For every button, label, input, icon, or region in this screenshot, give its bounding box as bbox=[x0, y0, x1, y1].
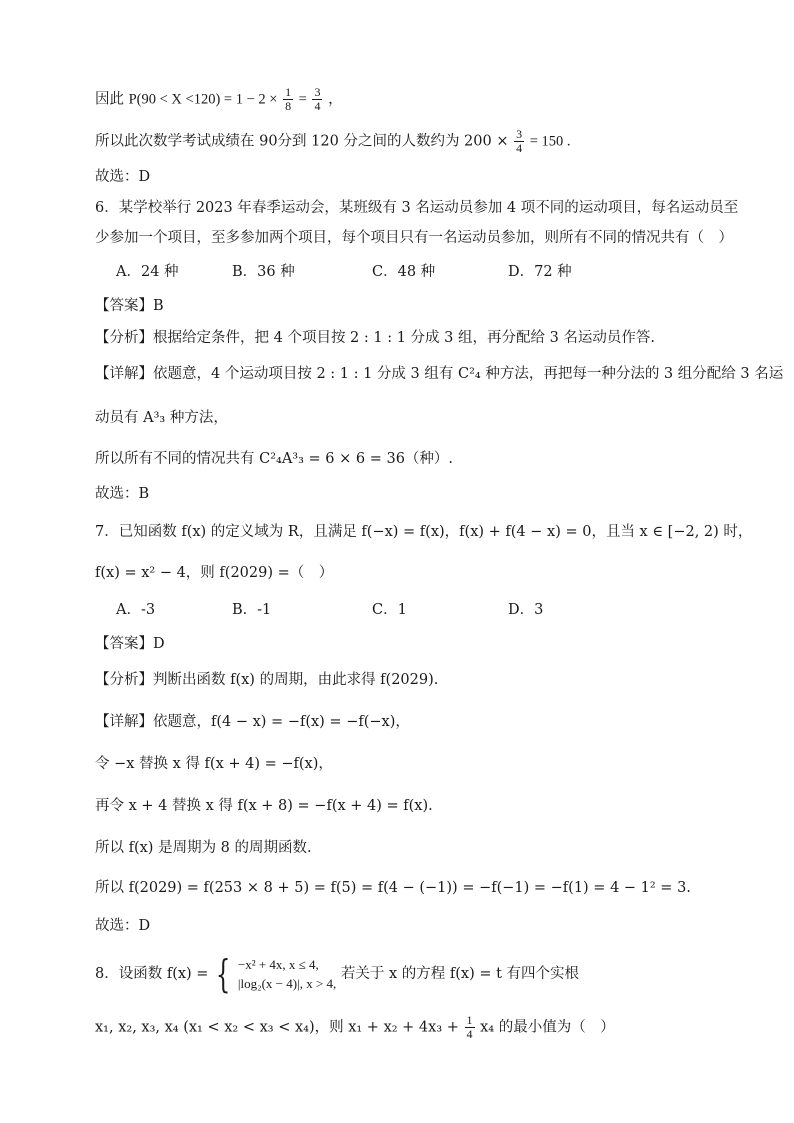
prev-line2-text: 所以此次数学考试成绩在 90分到 120 分之间的人数约为 200 × bbox=[95, 133, 509, 150]
q8-piecewise-cases bbox=[238, 955, 336, 993]
q6-choice: 故选：B bbox=[95, 486, 150, 502]
q7-detail-line-2: 令 −x 替换 x 得 f(x + 4) = −f(x)， bbox=[95, 756, 333, 772]
prev-line1-fraction-2 bbox=[312, 86, 322, 113]
fraction-numerator: 3 bbox=[516, 127, 523, 141]
fraction-numerator: 3 bbox=[314, 85, 321, 99]
q6-detail-line-2: 动员有 A³₃ 种方法， bbox=[95, 410, 228, 426]
q7-answer bbox=[95, 634, 165, 654]
q6-detail-line-3: 所以所有不同的情况共有 C²₄A³₃ = 6 × 6 = 36（种）. bbox=[95, 451, 454, 467]
q7-stem-line-1: 7．已知函数 f(x) 的定义域为 R，且满足 f(−x) = f(x)，f(x) + f(4 − x) = 0，且当 x ∈ [−2, 2) 时， bbox=[95, 524, 753, 540]
fraction-denominator: 4 bbox=[314, 99, 321, 113]
q7-option-c: C．1 bbox=[372, 602, 407, 618]
detail-tag: 【详解】 bbox=[95, 366, 153, 382]
analysis-tag: 【分析】 bbox=[95, 672, 153, 688]
q8-stem-prefix: 8．设函数 f(x) = bbox=[95, 966, 209, 982]
detail-tag: 【详解】 bbox=[95, 714, 153, 730]
q6-detail-line-1 bbox=[95, 364, 783, 384]
prev-line2-end: = 150 . bbox=[529, 133, 571, 150]
q7-detail-line-5: 所以 f(2029) = f(253 × 8 + 5) = f(5) = f(4 − (−1)) = −f(−1) = −f(1) = 4 − 1² = 3. bbox=[95, 880, 691, 896]
analysis-text: 判断出函数 f(x) 的周期，由此求得 f(2029). bbox=[153, 672, 439, 688]
q6-option-b: B．36 种 bbox=[232, 264, 295, 280]
q6-option-d: D．72 种 bbox=[508, 264, 572, 280]
q6-stem-line-2: 少参加一个项目，至多参加两个项目，每个项目只有一名运动员参加，则所有不同的情况共有（ ） bbox=[95, 230, 733, 246]
detail-text: 依题意，f(4 − x) = −f(x) = −f(−x)， bbox=[153, 714, 410, 730]
q7-detail-line-1 bbox=[95, 712, 410, 732]
q8-line2-suffix: x₄ 的最小值为（ ） bbox=[480, 1019, 615, 1036]
fraction-denominator: 4 bbox=[466, 1027, 473, 1041]
q6-option-a: A．24 种 bbox=[116, 264, 179, 280]
answer-value: B bbox=[153, 298, 164, 314]
q6-stem-line-1: 6．某学校举行 2023 年春季运动会，某班级有 3 名运动员参加 4 项不同的运动项目，每名运动员至 bbox=[95, 200, 739, 216]
analysis-text: 根据给定条件，把 4 个项目按 2 : 1 : 1 分成 3 组，再分配给 3 名运动员作答. bbox=[153, 330, 656, 346]
prev-line1-eq: = bbox=[298, 91, 307, 108]
q6-analysis bbox=[95, 328, 655, 348]
q8-stem-line-2 bbox=[95, 1014, 615, 1041]
prev-choice: 故选：D bbox=[95, 169, 151, 185]
answer-tag: 【答案】 bbox=[95, 636, 153, 652]
q8-line2-fraction bbox=[465, 1014, 475, 1041]
prev-line1-end: ， bbox=[328, 91, 343, 108]
q7-option-d: D．3 bbox=[508, 602, 544, 618]
q8-stem-suffix: 若关于 x 的方程 f(x) = t 有四个实根 bbox=[340, 966, 580, 982]
detail-text: 依题意，4 个运动项目按 2 : 1 : 1 分成 3 组有 C²₄ 种方法，再把每一种分法的 3 组分配给 3 名运 bbox=[153, 366, 784, 382]
q8-line2-prefix: x₁, x₂, x₃, x₄ (x₁ < x₂ < x₃ < x₄)，则 x₁ + x₂ + 4x₃ + bbox=[95, 1019, 459, 1036]
fraction-numerator: 1 bbox=[285, 85, 292, 99]
q7-detail-line-4: 所以 f(x) 是周期为 8 的周期函数. bbox=[95, 840, 312, 856]
q7-option-a: A．-3 bbox=[116, 602, 156, 618]
prev-line1-prefix: 因此 bbox=[95, 91, 124, 108]
analysis-tag: 【分析】 bbox=[95, 330, 153, 346]
q7-stem-line-2: f(x) = x² − 4，则 f(2029) =（ ） bbox=[95, 565, 334, 581]
prev-count-line bbox=[95, 128, 571, 155]
fraction-numerator: 1 bbox=[466, 1013, 473, 1027]
fraction-denominator: 4 bbox=[516, 141, 523, 155]
q8-stem-line-1 bbox=[95, 950, 579, 998]
left-brace-icon: { bbox=[215, 952, 231, 996]
q7-option-b: B．-1 bbox=[232, 602, 272, 618]
prev-line1-fraction-1 bbox=[283, 86, 293, 113]
q7-analysis bbox=[95, 670, 438, 690]
q7-detail-line-3: 再令 x + 4 替换 x 得 f(x + 8) = −f(x + 4) = f(x). bbox=[95, 798, 433, 814]
q6-option-c: C．48 种 bbox=[372, 264, 436, 280]
prev-line2-fraction bbox=[514, 128, 524, 155]
answer-tag: 【答案】 bbox=[95, 298, 153, 314]
prev-line1-math: P(90 < X <120) = 1 − 2 × bbox=[128, 91, 278, 108]
q8-case-1: −x² + 4x, x ≤ 4, bbox=[237, 957, 319, 972]
fraction-denominator: 8 bbox=[285, 99, 292, 113]
prev-probability-line bbox=[95, 86, 343, 113]
answer-value: D bbox=[153, 636, 165, 652]
q6-answer bbox=[95, 296, 164, 316]
q8-case-2: |log₂(x − 4)|, x > 4, bbox=[237, 976, 337, 991]
q7-choice: 故选：D bbox=[95, 918, 151, 934]
